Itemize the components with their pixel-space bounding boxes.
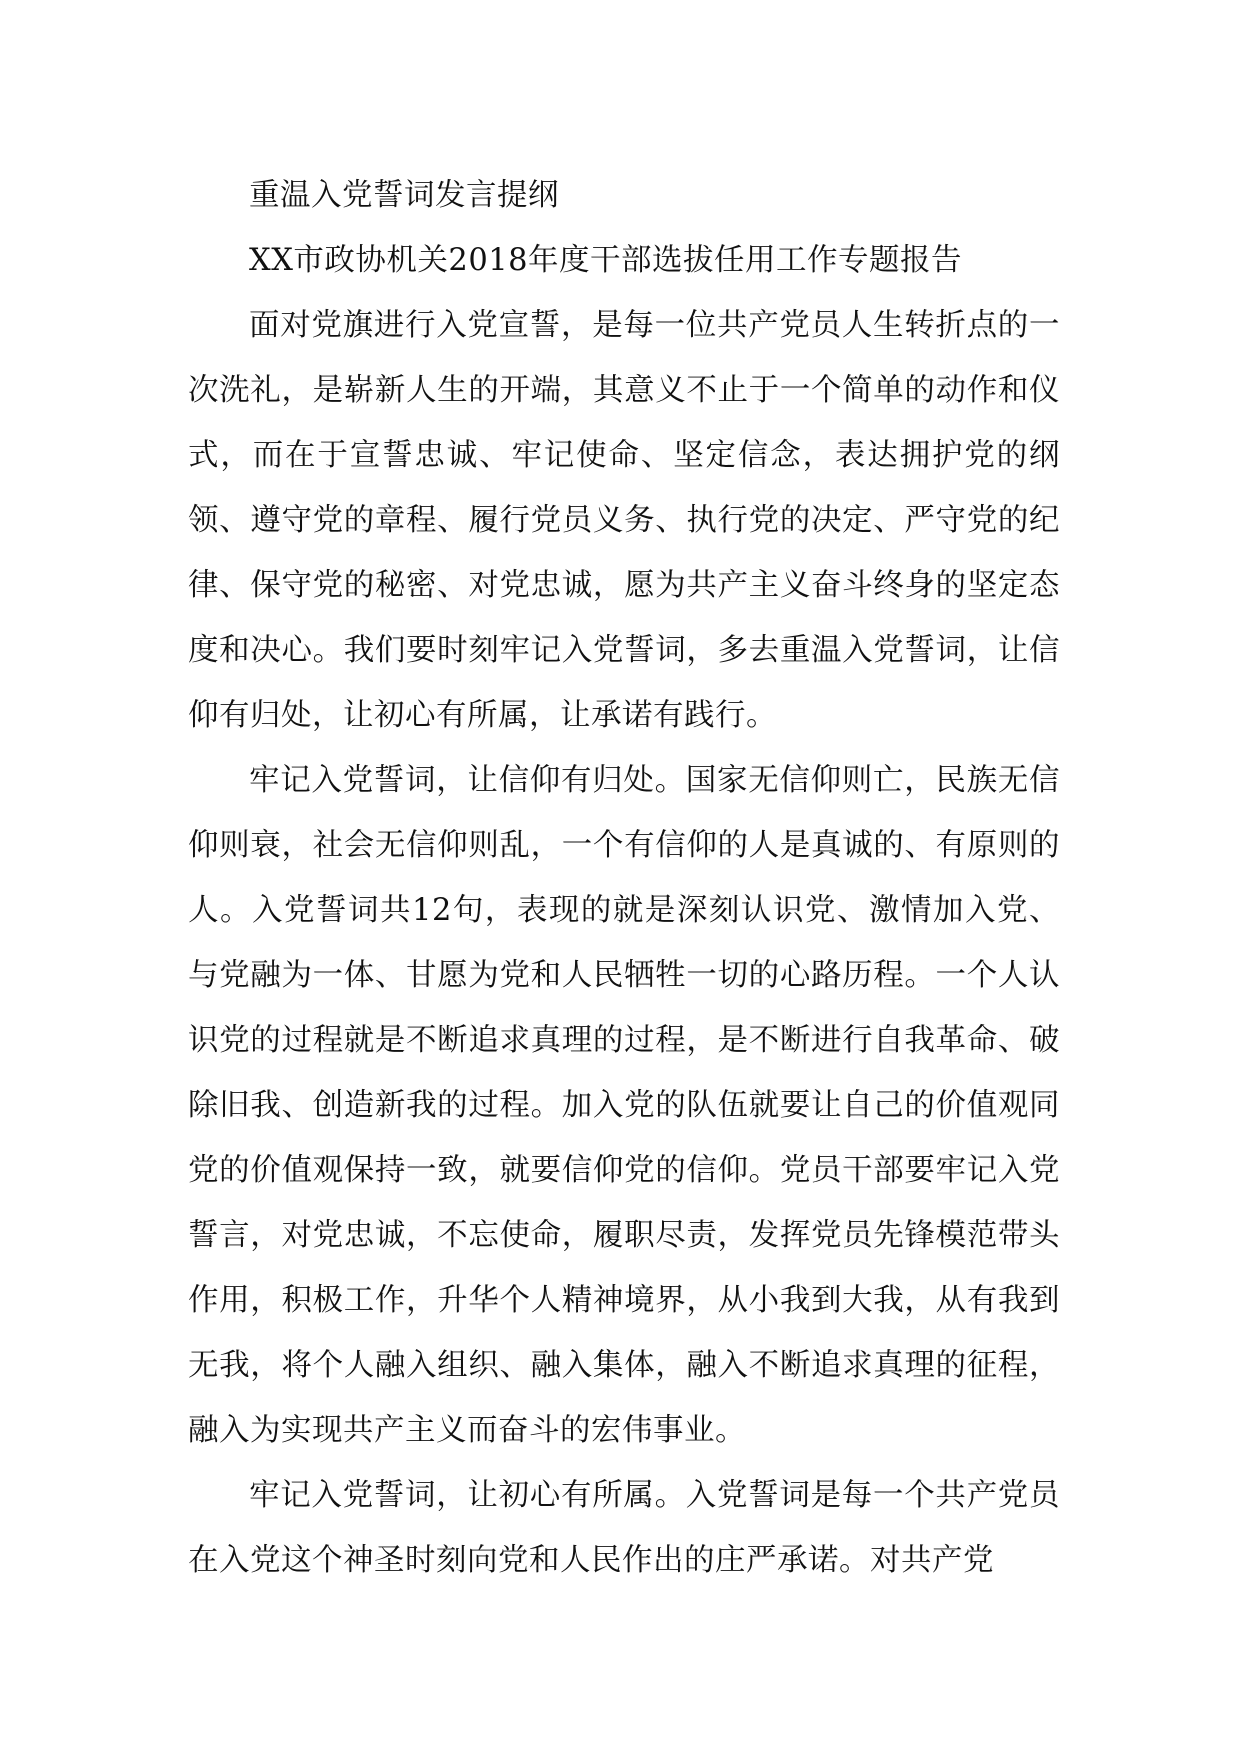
document-heading: 重温入党誓词发言提纲 <box>249 178 559 213</box>
paragraph: 牢记入党誓词，让初心有所属。入党誓词是每一个共产党员在入党这个神圣时刻向党和人民作出的庄严承诺。对共产党 <box>188 1478 1060 1578</box>
document-body <box>188 163 1060 1593</box>
paragraph: 牢记入党誓词，让信仰有归处。国家无信仰则亡，民族无信仰则衰，社会无信仰则乱，一个有信仰的人是真诚的、有原则的人。入党誓词共12句，表现的就是深刻认识党、激情加入党、与党融为一体、甘愿为党和人民牺牲一切的心路历程。一个人认识党的过程就是不断追求真理的过程，是不断进行自我革命、破除旧我、创造新我的过程。加入党的队伍就要让自己的价值观同党的价值观保持一致，就要信仰党的信仰。党员干部要牢记入党誓言，对党忠诚，不忘使命，履职尽责，发挥党员先锋模范带头作用，积极工作，升华个人精神境界，从小我到大我，从有我到无我，将个人融入组织、融入集体，融入不断追求真理的征程，融入为实现共产主义而奋斗的宏伟事业。 <box>188 763 1060 1448</box>
document-subheading: XX市政协机关2018年度干部选拔任用工作专题报告 <box>249 243 963 278</box>
paragraph: 面对党旗进行入党宣誓，是每一位共产党员人生转折点的一次洗礼，是崭新人生的开端，其意义不止于一个简单的动作和仪式，而在于宣誓忠诚、牢记使命、坚定信念，表达拥护党的纲领、遵守党的章程、履行党员义务、执行党的决定、严守党的纪律、保守党的秘密、对党忠诚，愿为共产主义奋斗终身的坚定态度和决心。我们要时刻牢记入党誓词，多去重温入党誓词，让信仰有归处，让初心有所属，让承诺有践行。 <box>188 308 1060 733</box>
